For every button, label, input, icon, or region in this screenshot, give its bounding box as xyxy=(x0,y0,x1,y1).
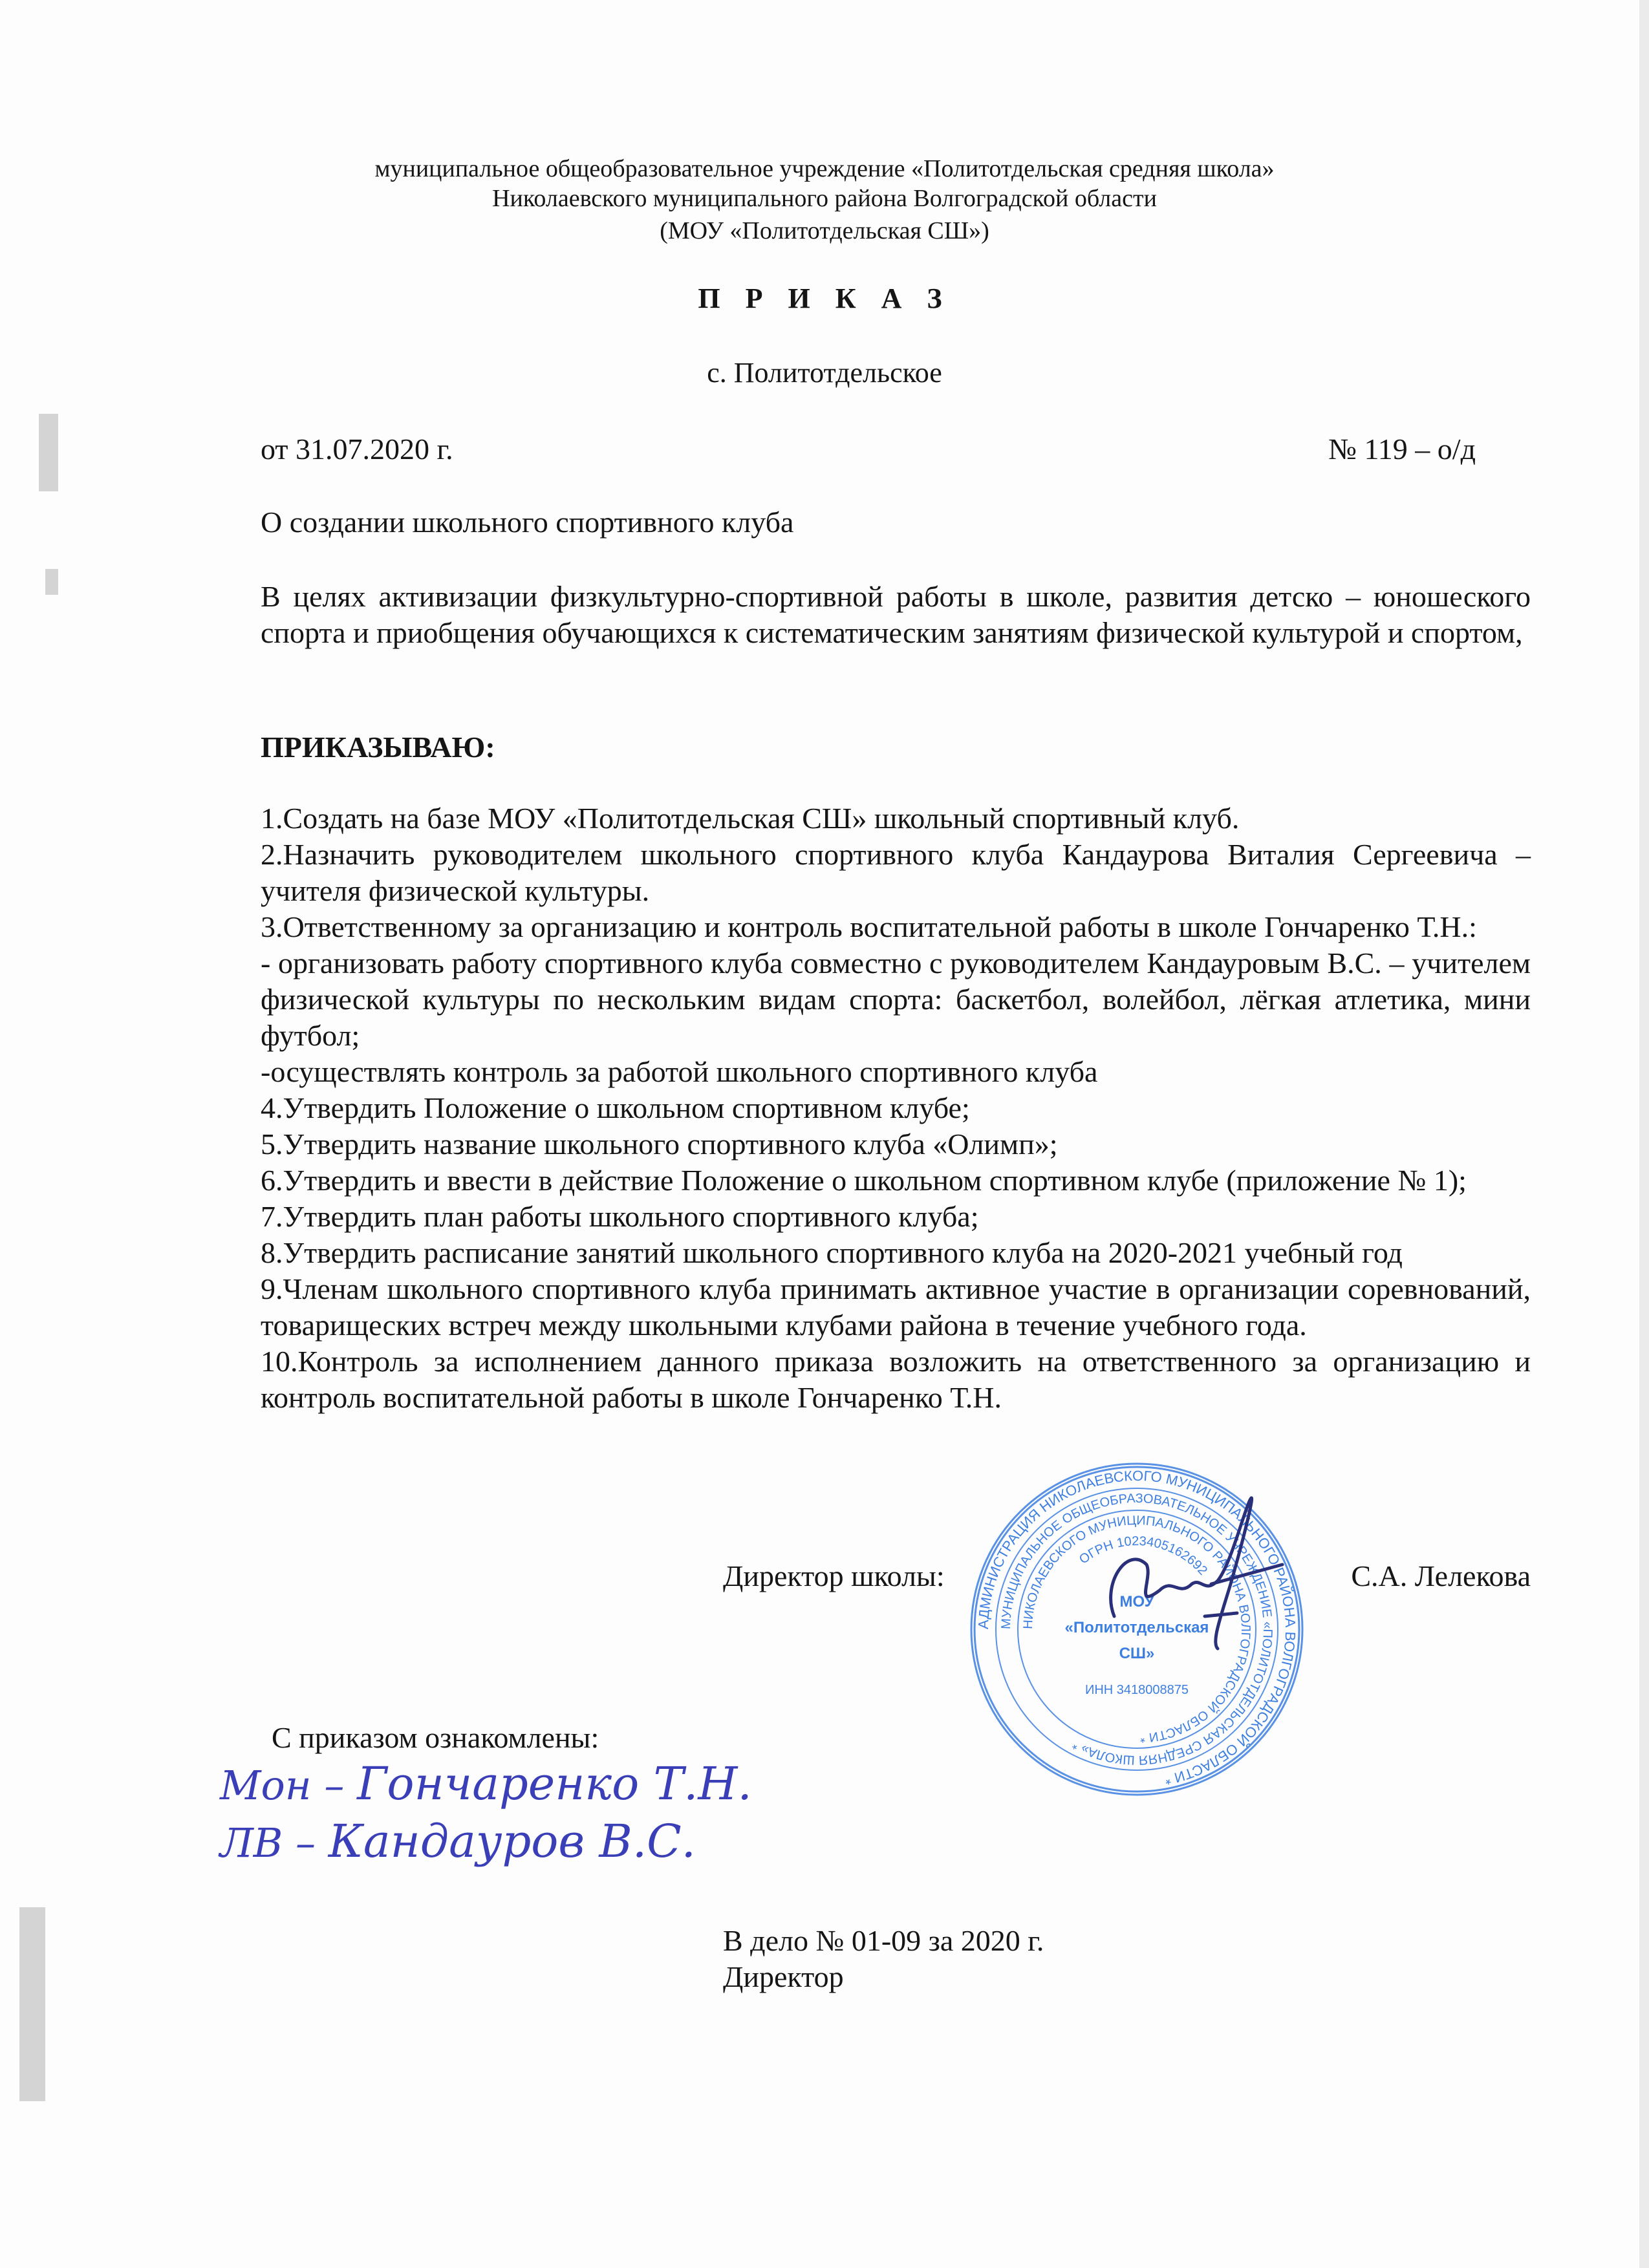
acquainted-name: Кандауров В.С. xyxy=(328,1815,696,1868)
order-item: 9.Членам школьного спортивного клуба принимать активное участие в организации соревнований, товарищеских встреч между школьными клубами района в течение учебного года. xyxy=(261,1272,1531,1342)
filing-note: В дело № 01-09 за 2020 г. xyxy=(723,1924,1044,1957)
order-word: ПРИКАЗЫВАЮ: xyxy=(261,731,495,764)
order-item: - организовать работу спортивного клуба совместно с руководителем Кандауровым В.С. – учителем физической культуры по нескольким видам спорта: баскетбол, волейбол, лёгкая атлетика, мини футбол; xyxy=(261,947,1531,1052)
order-item: 10.Контроль за исполнением данного приказа возложить на ответственного за организацию и контроль воспитательной работы в школе Гончаренко Т.Н. xyxy=(261,1345,1531,1414)
order-item: 7.Утвердить план работы школьного спортивного клуба; xyxy=(261,1200,979,1233)
acquainted-label: С приказом ознакомлены: xyxy=(272,1721,599,1754)
order-number: № 119 – о/д xyxy=(1328,433,1476,465)
acquainted-signature-kandaurov: ЛВ – Кандауров В.С. xyxy=(220,1815,696,1868)
order-date: от 31.07.2020 г. xyxy=(261,433,453,465)
order-item: 5.Утвердить название школьного спортивного клуба «Олимп»; xyxy=(261,1128,1058,1161)
order-item: 2.Назначить руководителем школьного спортивного клуба Кандаурова Виталия Сергеевича – учителя физической культуры. xyxy=(261,838,1531,907)
org-short-name: (МОУ «Политотдельская СШ») xyxy=(660,217,989,244)
stamp-center-3: СШ» xyxy=(1119,1645,1155,1662)
signature-name: С.А. Лелекова xyxy=(1351,1559,1531,1592)
place: с. Политотдельское xyxy=(707,357,942,389)
stamp-middle-text: МУНИЦИПАЛЬНОЕ ОБЩЕОБРАЗОВАТЕЛЬНОЕ УЧРЕЖДЕНИЕ «ПОЛИТОТДЕЛЬСКАЯ СРЕДНЯЯ ШКОЛА» * xyxy=(998,1491,1275,1768)
stamp-outer-text: АДМИНИСТРАЦИЯ НИКОЛАЕВСКОГО МУНИЦИПАЛЬНОГО РАЙОНА ВОЛГОГРАДСКОЙ ОБЛАСТИ * xyxy=(975,1467,1299,1788)
order-flow xyxy=(220,729,1531,1995)
org-name-line2: Николаевского муниципального района Волгоградской области xyxy=(492,185,1157,212)
stamp-inner-text: НИКОЛАЕВСКОГО МУНИЦИПАЛЬНОГО РАЙОНА ВОЛГОГРАДСКОЙ ОБЛАСТИ * xyxy=(1020,1513,1253,1745)
order-item: 3.Ответственному за организацию и контроль воспитательной работы в школе Гончаренко Т.Н.: xyxy=(261,910,1477,943)
signature-position: Директор школы: xyxy=(723,1559,945,1592)
stamp-center-2: «Политотдельская xyxy=(1064,1619,1209,1636)
document-title: П Р И К А З xyxy=(698,283,951,314)
acquainted-name: Гончаренко Т.Н. xyxy=(357,1757,752,1810)
stamp-center-1: МОУ xyxy=(1119,1593,1154,1610)
preamble-text: В целях активизации физкультурно-спортивной работы в школе, развития детско – юношеского спорта и приобщения обучающихся к систематическим занятиям физической культурой и спортом, xyxy=(261,580,1531,649)
order-item: 1.Создать на базе МОУ «Политотдельская СШ» школьный спортивный клуб. xyxy=(261,802,1240,835)
order-item: 4.Утвердить Положение о школьном спортивном клубе; xyxy=(261,1091,970,1124)
filing-director: Директор xyxy=(723,1960,844,1993)
acquainted-section xyxy=(220,1720,1531,1871)
stamp-ogrn: ОГРН 1023405162692 xyxy=(1076,1534,1211,1578)
acquainted-signature-goncharenko: Мон – Гончаренко Т.Н. xyxy=(220,1757,752,1810)
order-subject: О создании школьного спортивного клуба xyxy=(261,506,794,539)
order-items xyxy=(261,800,1531,1416)
preamble xyxy=(261,579,1531,651)
order-item: -осуществлять контроль за работой школьного спортивного клуба xyxy=(261,1055,1098,1088)
order-item: 8.Утвердить расписание занятий школьного спортивного клуба на 2020-2021 учебный год xyxy=(261,1236,1403,1269)
order-item: 6.Утвердить и ввести в действие Положение о школьном спортивном клубе (приложение № 1); xyxy=(261,1164,1467,1197)
filing-section xyxy=(723,1923,1531,1995)
director-signature xyxy=(1088,1487,1295,1655)
org-name-line1: муниципальное общеобразовательное учреждение «Политотдельская средняя школа» xyxy=(374,155,1275,182)
stamp-inn: ИНН 3418008875 xyxy=(1084,1683,1189,1697)
